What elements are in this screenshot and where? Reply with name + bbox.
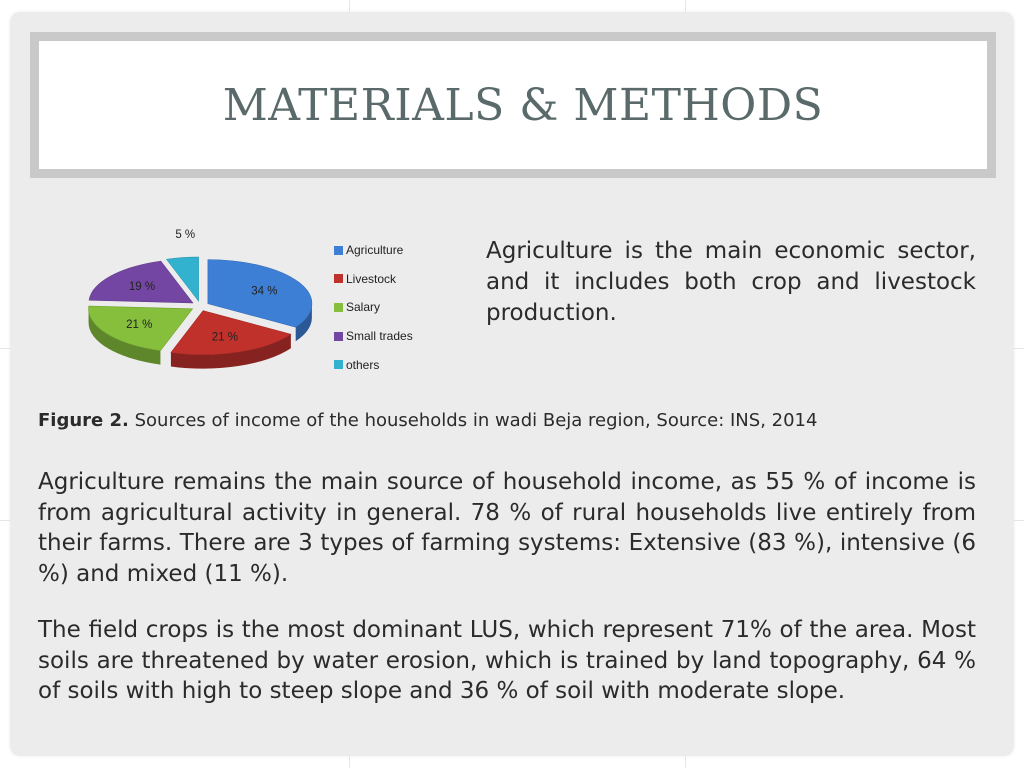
legend-swatch [334, 274, 343, 283]
legend-item [334, 265, 413, 294]
legend-swatch [334, 303, 343, 312]
paragraph-1: Agriculture remains the main source of household income, as 55 % of income is from agricultural activity in general. 78 % of rural households live entirely from their farms. There are 3 types of farming systems: Extensive (83 %), intensive (6 %) and mixed (11 %). [38, 469, 976, 587]
pie-data-label: 5 % [175, 228, 196, 241]
chart-legend [334, 236, 413, 379]
legend-swatch [334, 246, 343, 255]
pie-data-label: 34 % [251, 285, 278, 298]
legend-item [334, 236, 413, 265]
pie-data-label: 21 % [126, 319, 153, 332]
figure-caption [38, 410, 998, 431]
legend-label: others [346, 357, 380, 372]
slide-title: MATERIALS & METHODS [222, 79, 824, 131]
pie-data-label: 19 % [128, 281, 156, 294]
title-box [39, 41, 987, 169]
legend-swatch [334, 360, 343, 369]
legend-item [334, 350, 413, 379]
legend-item [334, 322, 413, 351]
legend-label: Small trades [346, 329, 413, 344]
caption-text: Sources of income of the households in wadi Beja region, Source: INS, 2014 [128, 410, 818, 431]
legend-label: Agriculture [346, 243, 404, 258]
paragraph-2: The field crops is the most dominant LUS, which represent 71% of the area. Most soils are threatened by water erosion, which is trained by land topography, 64 % of soils with high to steep slope and 36 % of soil with moderate slope. [38, 617, 976, 704]
legend-label: Livestock [346, 271, 397, 286]
title-frame [30, 32, 996, 178]
caption-label: Figure 2. [38, 410, 129, 431]
legend-swatch [334, 332, 343, 341]
pie-data-label: 21 % [211, 331, 238, 344]
intro-text: Agriculture is the main economic sector, and it includes both crop and livestock production. [486, 238, 976, 326]
legend-item [334, 293, 413, 322]
legend-label: Salary [346, 300, 381, 315]
